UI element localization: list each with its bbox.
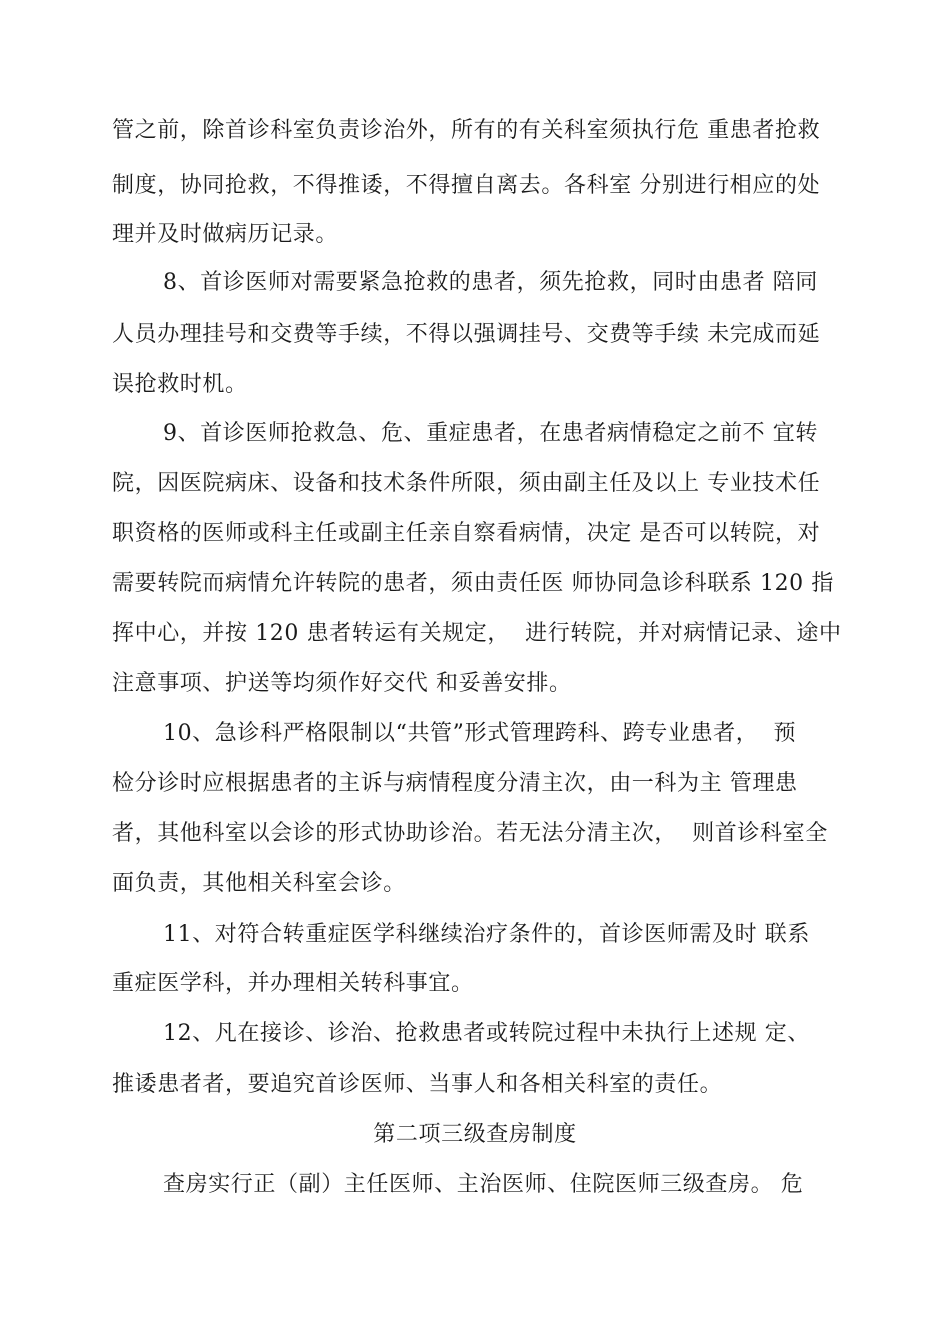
paragraph-line: 12、凡在接诊、诊治、抢救患者或转院过程中未执行上述规 定、	[163, 1021, 810, 1046]
paragraph-line: 需要转院而病情允许转院的患者，须由责任医 师协同急诊科联系 120 指	[112, 571, 834, 596]
paragraph-line: 职资格的医师或科主任或副主任亲自察看病情，决定 是否可以转院，对	[112, 521, 821, 546]
section-heading: 第二项三级查房制度	[373, 1122, 577, 1147]
paragraph-line: 管之前，除首诊科室负责诊治外，所有的有关科室须执行危 重患者抢救	[112, 118, 821, 143]
paragraph-line: 9、首诊医师抢救急、危、重症患者，在患者病情稳定之前不 宜转	[163, 421, 818, 446]
paragraph-line: 者，其他科室以会诊的形式协助诊治。若无法分清主次， 则首诊科室全	[112, 821, 828, 846]
paragraph-line: 检分诊时应根据患者的主诉与病情程度分清主次，由一科为主 管理患	[112, 771, 798, 796]
paragraph-line: 重症医学科，并办理相关转科事宜。	[112, 971, 474, 996]
paragraph-line: 8、首诊医师对需要紧急抢救的患者，须先抢救，同时由患者 陪同	[163, 270, 818, 295]
paragraph-line: 人员办理挂号和交费等手续，不得以强调挂号、交费等手续 未完成而延	[112, 322, 821, 347]
paragraph-line: 11、对符合转重症医学科继续治疗条件的，首诊医师需及时 联系	[163, 922, 810, 947]
paragraph-line: 挥中心，并按 120 患者转运有关规定， 进行转院，并对病情记录、途中	[112, 621, 842, 646]
paragraph-line: 10、急诊科严格限制以“共管”形式管理跨科、跨专业患者， 预	[163, 721, 797, 746]
paragraph-line: 推诿患者者，要追究首诊医师、当事人和各相关科室的责任。	[112, 1072, 723, 1097]
paragraph-line: 理并及时做病历记录。	[112, 222, 339, 247]
paragraph-line: 制度，协同抢救，不得推诿，不得擅自离去。各科室 分别进行相应的处	[112, 173, 821, 198]
paragraph-line: 注意事项、护送等均须作好交代 和妥善安排。	[112, 671, 572, 696]
paragraph-line: 误抢救时机。	[112, 372, 248, 397]
paragraph-line: 面负责，其他相关科室会诊。	[112, 871, 406, 896]
paragraph-line: 院，因医院病床、设备和技术条件所限，须由副主任及以上 专业技术任	[112, 471, 821, 496]
paragraph-line: 查房实行正（副）主任医师、主治医师、住院医师三级查房。 危	[163, 1172, 804, 1197]
